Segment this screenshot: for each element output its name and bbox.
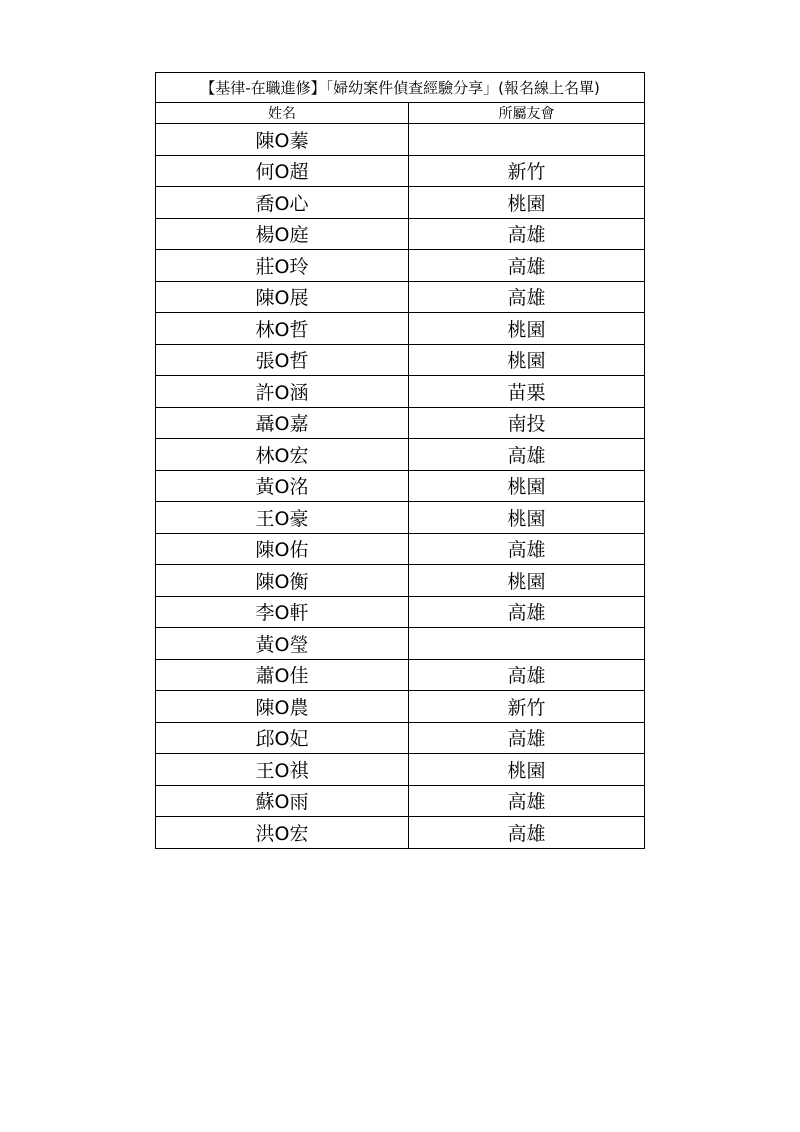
club-cell bbox=[409, 124, 645, 156]
club-cell: 桃園 bbox=[409, 470, 645, 502]
club-cell: 苗栗 bbox=[409, 376, 645, 408]
club-cell: 桃園 bbox=[409, 313, 645, 345]
club-cell: 高雄 bbox=[409, 439, 645, 471]
member-name-cell: 洪O宏 bbox=[156, 817, 409, 849]
title-row bbox=[156, 73, 645, 103]
table-row bbox=[156, 628, 645, 660]
member-name-cell: 王O祺 bbox=[156, 754, 409, 786]
club-cell: 新竹 bbox=[409, 691, 645, 723]
member-name-cell: 聶O嘉 bbox=[156, 407, 409, 439]
club-cell: 高雄 bbox=[409, 785, 645, 817]
table-row bbox=[156, 785, 645, 817]
member-name-cell: 黃O洺 bbox=[156, 470, 409, 502]
table-row bbox=[156, 313, 645, 345]
member-name-cell: 何O超 bbox=[156, 155, 409, 187]
table-row bbox=[156, 533, 645, 565]
registration-table bbox=[155, 72, 645, 849]
table-row bbox=[156, 218, 645, 250]
table-row bbox=[156, 376, 645, 408]
table-row bbox=[156, 155, 645, 187]
table-body bbox=[156, 73, 645, 849]
club-cell: 新竹 bbox=[409, 155, 645, 187]
club-cell: 南投 bbox=[409, 407, 645, 439]
member-name-cell: 陳O展 bbox=[156, 281, 409, 313]
column-header-club: 所屬友會 bbox=[409, 103, 645, 124]
member-name-cell: 蕭O佳 bbox=[156, 659, 409, 691]
table-row bbox=[156, 281, 645, 313]
column-header-name: 姓名 bbox=[156, 103, 409, 124]
club-cell: 高雄 bbox=[409, 722, 645, 754]
member-name-cell: 張O哲 bbox=[156, 344, 409, 376]
document-title: 【基律-在職進修】「婦幼案件偵查經驗分享」(報名線上名單) bbox=[156, 73, 645, 103]
member-name-cell: 林O哲 bbox=[156, 313, 409, 345]
table-row bbox=[156, 250, 645, 282]
member-name-cell: 邱O妃 bbox=[156, 722, 409, 754]
table-row bbox=[156, 407, 645, 439]
club-cell: 桃園 bbox=[409, 502, 645, 534]
club-cell: 桃園 bbox=[409, 754, 645, 786]
club-cell: 高雄 bbox=[409, 533, 645, 565]
table-row bbox=[156, 596, 645, 628]
club-cell: 高雄 bbox=[409, 218, 645, 250]
club-cell: 高雄 bbox=[409, 817, 645, 849]
member-name-cell: 陳O佑 bbox=[156, 533, 409, 565]
table-row bbox=[156, 187, 645, 219]
member-name-cell: 莊O玲 bbox=[156, 250, 409, 282]
club-cell bbox=[409, 628, 645, 660]
member-name-cell: 喬O心 bbox=[156, 187, 409, 219]
member-name-cell: 林O宏 bbox=[156, 439, 409, 471]
club-cell: 桃園 bbox=[409, 344, 645, 376]
member-name-cell: 陳O蓁 bbox=[156, 124, 409, 156]
header-row bbox=[156, 103, 645, 124]
table-row bbox=[156, 344, 645, 376]
club-cell: 高雄 bbox=[409, 596, 645, 628]
table-row bbox=[156, 722, 645, 754]
club-cell: 桃園 bbox=[409, 565, 645, 597]
table-row bbox=[156, 817, 645, 849]
table-row bbox=[156, 502, 645, 534]
member-name-cell: 楊O庭 bbox=[156, 218, 409, 250]
table-row bbox=[156, 470, 645, 502]
member-name-cell: 王O豪 bbox=[156, 502, 409, 534]
member-name-cell: 許O涵 bbox=[156, 376, 409, 408]
club-cell: 高雄 bbox=[409, 250, 645, 282]
table-row bbox=[156, 124, 645, 156]
table-row bbox=[156, 565, 645, 597]
club-cell: 桃園 bbox=[409, 187, 645, 219]
member-name-cell: 陳O農 bbox=[156, 691, 409, 723]
member-name-cell: 蘇O雨 bbox=[156, 785, 409, 817]
club-cell: 高雄 bbox=[409, 281, 645, 313]
table-row bbox=[156, 691, 645, 723]
member-name-cell: 黃O瑩 bbox=[156, 628, 409, 660]
table-row bbox=[156, 754, 645, 786]
table-row bbox=[156, 659, 645, 691]
member-name-cell: 陳O衡 bbox=[156, 565, 409, 597]
table-row bbox=[156, 439, 645, 471]
club-cell: 高雄 bbox=[409, 659, 645, 691]
member-name-cell: 李O軒 bbox=[156, 596, 409, 628]
